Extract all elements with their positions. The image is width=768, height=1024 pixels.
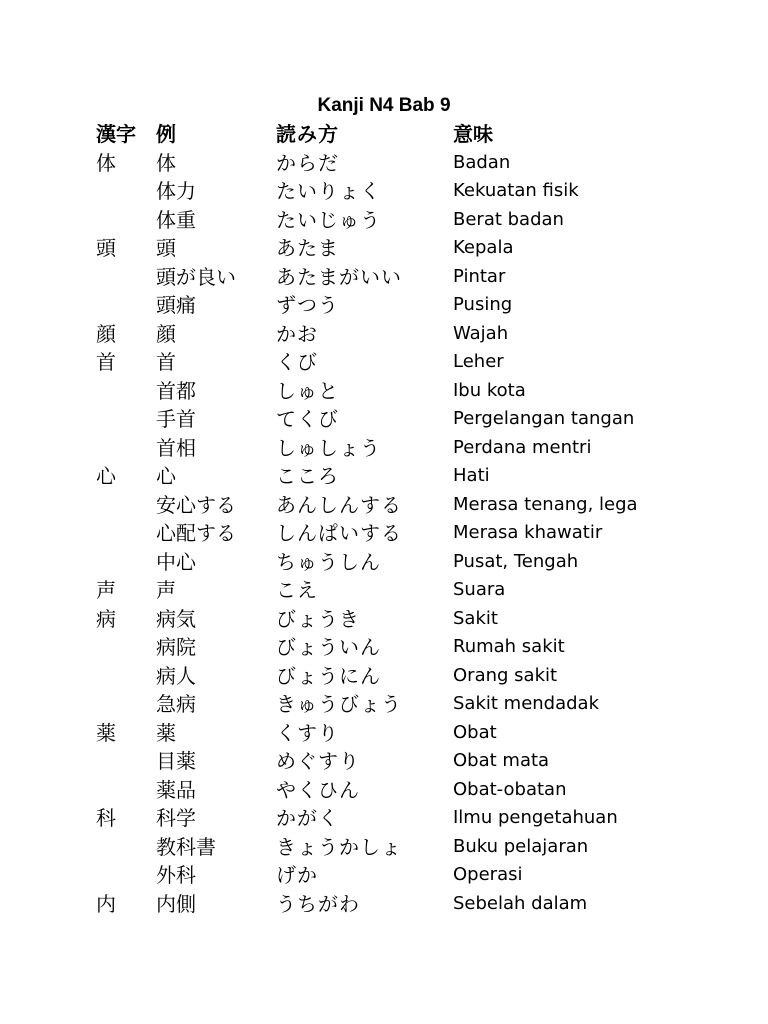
cell-reading: きゅうびょう xyxy=(276,692,402,716)
cell-meaning: Ilmu pengetahuan xyxy=(453,807,618,828)
cell-meaning: Suara xyxy=(453,579,506,600)
table-row xyxy=(96,149,696,178)
cell-reading: しんぱいする xyxy=(276,521,402,545)
table-row xyxy=(96,177,696,206)
cell-reading: くすり xyxy=(276,720,339,745)
cell-reading: あたまがいい xyxy=(276,264,402,289)
table-row xyxy=(96,234,696,263)
table-header xyxy=(96,120,696,149)
cell-reading: たいりょく xyxy=(276,179,381,203)
cell-reading: やくひん xyxy=(276,777,360,802)
cell-kanji: 心 xyxy=(96,464,116,488)
table-body xyxy=(96,149,696,919)
table-row xyxy=(96,747,696,776)
cell-example: 教科書 xyxy=(156,834,216,859)
cell-example: 薬 xyxy=(156,720,176,745)
table-row xyxy=(96,462,696,491)
cell-example: 病人 xyxy=(156,663,196,688)
cell-example: 科学 xyxy=(156,806,196,830)
cell-example: 外科 xyxy=(156,863,196,887)
cell-reading: かお xyxy=(276,321,318,346)
cell-kanji: 首 xyxy=(96,350,116,374)
table-row xyxy=(96,405,696,434)
cell-example: 心配する xyxy=(156,521,236,545)
cell-example: 薬品 xyxy=(156,777,196,802)
cell-reading: げか xyxy=(276,863,318,887)
header-reading: 読み方 xyxy=(276,122,339,146)
cell-meaning: Merasa khawatir xyxy=(453,522,603,543)
table-row xyxy=(96,291,696,320)
table-row xyxy=(96,633,696,662)
cell-reading: しゅと xyxy=(276,378,339,403)
header-meaning: 意味 xyxy=(453,122,493,146)
cell-meaning: Perdana mentri xyxy=(453,436,592,458)
cell-kanji: 体 xyxy=(96,150,116,175)
cell-meaning: Hati xyxy=(453,465,490,486)
cell-meaning: Ibu kota xyxy=(453,379,526,401)
cell-kanji: 薬 xyxy=(96,720,116,745)
cell-example: 顔 xyxy=(156,321,176,346)
cell-example: 目薬 xyxy=(156,749,196,773)
cell-meaning: Obat xyxy=(453,721,497,743)
cell-meaning: Badan xyxy=(453,151,511,173)
vocabulary-table xyxy=(96,120,696,918)
cell-reading: ずつう xyxy=(276,293,339,317)
header-example: 例 xyxy=(156,122,176,146)
table-row xyxy=(96,348,696,377)
table-row xyxy=(96,377,696,406)
table-row xyxy=(96,548,696,577)
table-row xyxy=(96,576,696,605)
cell-example: 頭痛 xyxy=(156,293,196,317)
table-row xyxy=(96,263,696,292)
cell-example: 首都 xyxy=(156,378,196,403)
cell-reading: びょういん xyxy=(276,635,381,659)
table-row xyxy=(96,662,696,691)
cell-example: 頭 xyxy=(156,236,176,260)
cell-meaning: Sebelah dalam xyxy=(453,892,588,914)
table-row xyxy=(96,320,696,349)
cell-reading: たいじゅう xyxy=(276,207,381,232)
cell-example: 首相 xyxy=(156,435,196,460)
cell-reading: びょうき xyxy=(276,606,360,631)
cell-meaning: Sakit mendadak xyxy=(453,693,600,714)
table-row xyxy=(96,776,696,805)
cell-kanji: 顔 xyxy=(96,321,116,346)
cell-meaning: Pusat, Tengah xyxy=(453,550,579,572)
cell-meaning: Pergelangan tangan xyxy=(453,408,635,429)
table-row xyxy=(96,605,696,634)
cell-example: 手首 xyxy=(156,407,196,431)
cell-example: 首 xyxy=(156,350,176,374)
cell-meaning: Rumah sakit xyxy=(453,636,565,657)
cell-reading: うちがわ xyxy=(276,891,360,916)
cell-reading: かがく xyxy=(276,806,339,830)
header-kanji: 漢字 xyxy=(96,122,136,146)
cell-reading: あたま xyxy=(276,236,339,260)
cell-meaning: Berat badan xyxy=(453,208,564,230)
page-title: Kanji N4 Bab 9 xyxy=(317,95,451,116)
cell-reading: あんしんする xyxy=(276,492,402,517)
cell-kanji: 科 xyxy=(96,806,116,830)
table-row xyxy=(96,690,696,719)
cell-meaning: Kekuatan fisik xyxy=(453,180,579,201)
table-row xyxy=(96,804,696,833)
cell-reading: ちゅうしん xyxy=(276,549,381,574)
cell-kanji: 内 xyxy=(96,891,116,916)
table-row xyxy=(96,719,696,748)
cell-example: 中心 xyxy=(156,549,196,574)
cell-reading: びょうにん xyxy=(276,663,381,688)
cell-reading: からだ xyxy=(276,150,339,175)
cell-example: 急病 xyxy=(156,692,196,716)
cell-meaning: Buku pelajaran xyxy=(453,835,589,857)
cell-example: 心 xyxy=(156,464,176,488)
cell-meaning: Operasi xyxy=(453,864,523,885)
table-row xyxy=(96,519,696,548)
cell-reading: めぐすり xyxy=(276,749,360,773)
cell-meaning: Leher xyxy=(453,351,504,372)
table-row xyxy=(96,434,696,463)
cell-example: 安心する xyxy=(156,492,236,517)
cell-example: 体力 xyxy=(156,179,196,203)
cell-meaning: Wajah xyxy=(453,322,509,344)
table-row xyxy=(96,491,696,520)
cell-example: 体 xyxy=(156,150,176,175)
cell-kanji: 病 xyxy=(96,606,116,631)
cell-reading: きょうかしょ xyxy=(276,834,402,859)
cell-meaning: Kepala xyxy=(453,237,514,258)
cell-reading: しゅしょう xyxy=(276,435,381,460)
cell-meaning: Obat mata xyxy=(453,750,550,771)
cell-example: 体重 xyxy=(156,207,196,232)
cell-example: 病気 xyxy=(156,606,196,631)
cell-meaning: Sakit xyxy=(453,607,498,629)
cell-reading: てくび xyxy=(276,407,339,431)
cell-example: 頭が良い xyxy=(156,264,236,289)
cell-kanji: 声 xyxy=(96,578,116,602)
table-row xyxy=(96,861,696,890)
cell-meaning: Merasa tenang, lega xyxy=(453,493,638,515)
cell-meaning: Pintar xyxy=(453,265,506,287)
cell-example: 内側 xyxy=(156,891,196,916)
table-row xyxy=(96,833,696,862)
cell-example: 声 xyxy=(156,578,176,602)
table-row xyxy=(96,206,696,235)
cell-meaning: Orang sakit xyxy=(453,664,558,686)
cell-reading: こころ xyxy=(276,464,339,488)
cell-example: 病院 xyxy=(156,635,196,659)
table-row xyxy=(96,890,696,919)
cell-meaning: Obat-obatan xyxy=(453,778,567,800)
cell-reading: くび xyxy=(276,350,318,374)
cell-meaning: Pusing xyxy=(453,294,513,315)
cell-reading: こえ xyxy=(276,578,318,602)
cell-kanji: 頭 xyxy=(96,236,116,260)
